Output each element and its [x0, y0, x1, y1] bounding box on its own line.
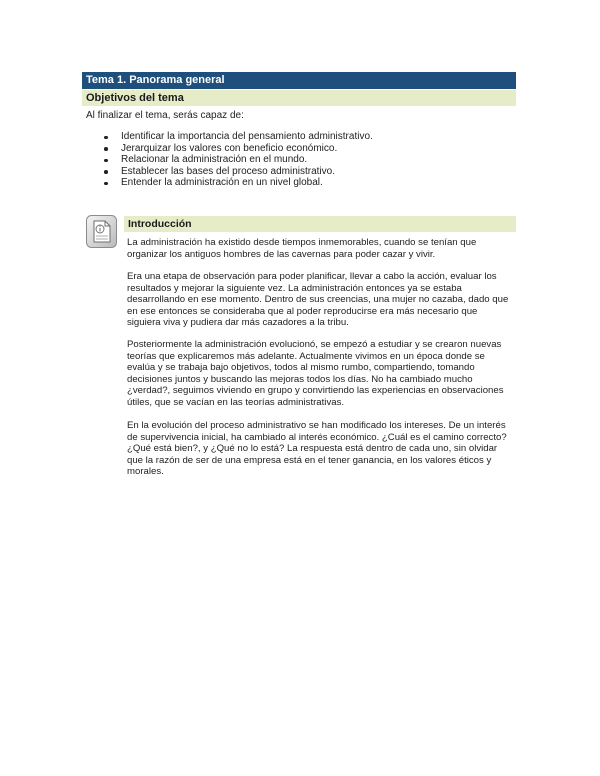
intro-paragraph-3: Posteriormente la administración evolucionó, se empezó a estudiar y se crearon nuevas teorías que explicaremos más adelante. Actualmente vivimos en un época donde se evalúa y se trabaja bajo objetivos, todos al mismo rumbo, compartiendo, tomando decisiones juntos y buscando las mejoras todos los días. No ha cambiado mucho ¿verdad?, seguimos viviendo en grupo y convirtiendo las experiencias en observaciones útiles, que se vacían en las teorías administrativas. [127, 339, 504, 408]
objectives-heading: Objetivos del tema [82, 90, 516, 106]
list-item: Jerarquizar los valores con beneficio económico. [104, 143, 504, 155]
objectives-intro: Al finalizar el tema, serás capaz de: [86, 110, 244, 121]
intro-paragraph-4: En la evolución del proceso administrativo se han modificado los intereses. De un interés de supervivencia inicial, ha cambiado al interés económico. ¿Cuál es el camino correcto? ¿Qué está bien?, y ¿Qué no lo está? La respuesta está dentro de cada uno, sin olvidar que la razón de ser de una empresa está en el tener ganancia, en los valores éticos y morales. [127, 420, 507, 478]
document-info-icon [85, 214, 119, 250]
introduction-heading: Introducción [124, 216, 516, 232]
intro-paragraph-2: Era una etapa de observación para poder planificar, llevar a cabo la acción, evaluar los resultados y mejorar la siguiente vez. La administración entonces ya se estaba desarrollando en ese momento. Dentro de sus creencias, una mujer no cazaba, dado que en ese entonces se consideraba que al poder reproducirse era más necesario que siguiera viva y pudiera dar más cazadores a la tribu. [127, 271, 509, 329]
list-item: Establecer las bases del proceso administrativo. [104, 166, 504, 178]
list-item: Entender la administración en un nivel global. [104, 177, 504, 189]
topic-title: Tema 1. Panorama general [82, 72, 516, 89]
list-item: Relacionar la administración en el mundo. [104, 154, 504, 166]
objectives-list [104, 131, 504, 189]
list-item: Identificar la importancia del pensamiento administrativo. [104, 131, 504, 143]
intro-paragraph-1: La administración ha existido desde tiempos inmemorables, cuando se tenían que organizar los antiguos hombres de las cavernas para poder cazar y vivir. [127, 237, 477, 260]
